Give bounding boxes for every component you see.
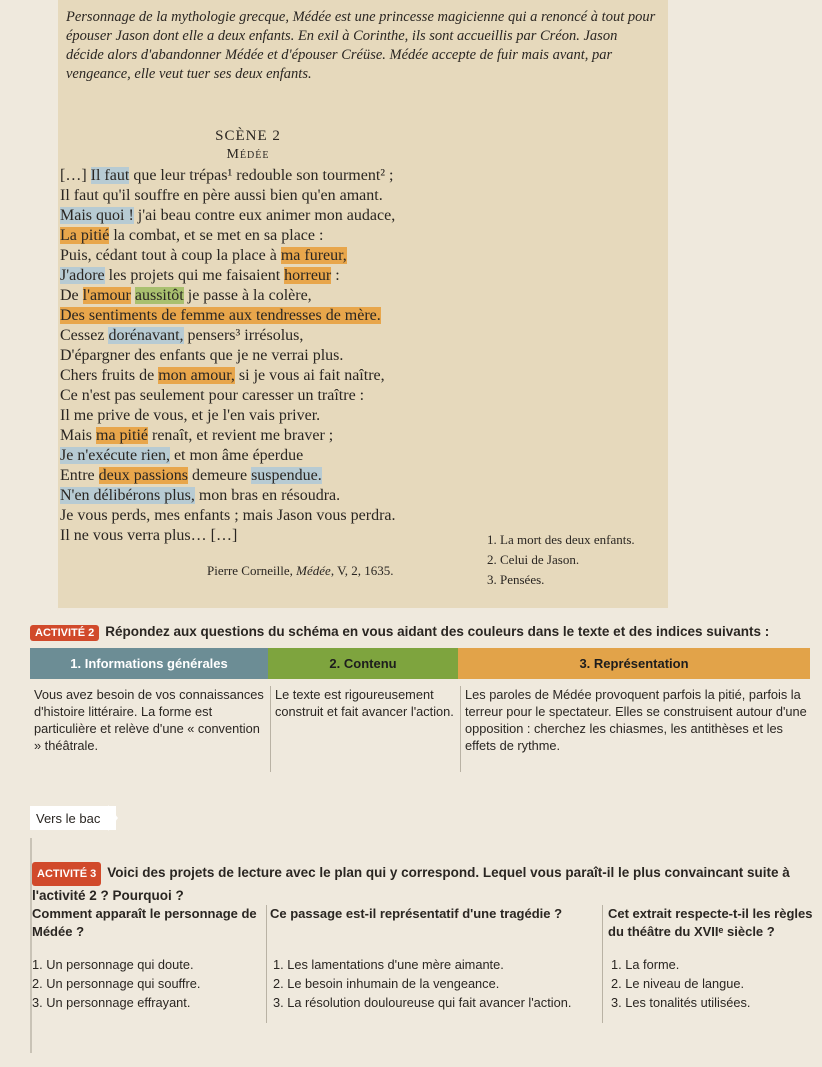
verse-line [60, 326, 480, 346]
highlight-blue: Mais quoi ! [60, 207, 134, 224]
list-item: 2. Le niveau de langue. [611, 976, 745, 991]
verse-text: la combat, et se met en sa place : [109, 227, 324, 244]
activity3-heading [32, 862, 802, 906]
verse-text: Il faut qu'il souffre en père aussi bien qu'en amant. [60, 187, 383, 204]
verse-block [60, 166, 480, 546]
column-body-general: Vous avez besoin de vos connaissances d'histoire littéraire. La forme est particulière et relève d'une « convention » théâtrale. [34, 687, 264, 753]
verse-line [60, 166, 480, 186]
highlight-blue: J'adore [60, 267, 105, 284]
list-item: 1. Un personnage qui doute. [32, 957, 194, 972]
verse-line [60, 226, 480, 246]
verse-text: pensers³ irrésolus, [183, 327, 304, 344]
column-body-content: Le texte est rigoureusement construit et fait avancer l'action. [270, 686, 460, 772]
verse-text: mon bras en résoudra. [194, 487, 341, 504]
verse-line [60, 506, 480, 526]
highlight-blue: N'en délibérons plus, [60, 487, 195, 504]
project-options [266, 955, 602, 1012]
project-options [602, 955, 812, 1012]
highlight-orange: Des sentiments de femme aux tendresses de mère. [60, 307, 381, 324]
highlight-blue: dorénavant, [108, 327, 184, 344]
column-head-content: 2. Contenu [268, 648, 458, 679]
verse-line [60, 446, 480, 466]
verse-text: Entre [60, 467, 99, 484]
verse-line [60, 186, 480, 206]
list-item: 3. La résolution douloureuse qui fait avancer l'action. [273, 995, 572, 1010]
verse-text: : [331, 267, 340, 284]
verse-text: Il ne vous verra plus… […] [60, 527, 238, 544]
verse-text: je passe à la colère, [183, 287, 312, 304]
project-options [32, 955, 264, 1012]
citation-work: Médée [296, 563, 331, 578]
footnote: 1. La mort des deux enfants. [487, 532, 635, 547]
verse-line [60, 386, 480, 406]
verse-text: Je vous perds, mes enfants ; mais Jason vous perdra. [60, 507, 396, 524]
verse-line [60, 406, 480, 426]
citation-author: Pierre Corneille, [207, 563, 297, 578]
highlight-orange: mon amour, [158, 367, 235, 384]
verse-text: demeure [187, 467, 252, 484]
column-head-general: 1. Informations générales [30, 648, 268, 679]
highlight-orange: ma fureur, [280, 247, 347, 264]
highlight-orange: l'amour [82, 287, 131, 304]
highlight-orange: horreur [284, 267, 332, 284]
footnote: 2. Celui de Jason. [487, 552, 580, 567]
highlight-blue: suspendue. [251, 467, 322, 484]
verse-line [60, 266, 480, 286]
scene-title: SCÈNE 2 [215, 128, 281, 144]
highlight-blue: Je n'exécute rien, [60, 447, 170, 464]
list-item: 2. Un personnage qui souffre. [32, 976, 201, 991]
verse-line [60, 366, 480, 386]
citation-ref: , V, 2, 1635. [330, 563, 394, 578]
list-item: 1. Les lamentations d'une mère aimante. [273, 957, 504, 972]
activity3-title: Voici des projets de lecture avec le plan qui y correspond. Lequel vous paraît-il le plus convaincant suite à l'activité 2 ? Pourquoi ? [32, 865, 790, 903]
activity2-heading [30, 624, 810, 641]
verse-text: Puis, cédant tout à coup la place à [60, 247, 281, 264]
verse-text: […] [60, 167, 91, 184]
verse-text: et mon âme éperdue [169, 447, 304, 464]
highlight-blue: Il faut [90, 167, 130, 184]
bac-label: Vers le bac [30, 806, 116, 830]
verse-text: si je vous ai fait naître, [234, 367, 385, 384]
verse-line [60, 306, 480, 326]
activity3-badge: ACTIVITÉ 3 [32, 862, 101, 886]
intro-paragraph: Personnage de la mythologie grecque, Médée est une princesse magicienne qui a renoncé à tout pour épouser Jason dont elle a deux enfants. En exil à Corinthe, ils sont accueillis par Créon. Jason décide alors d'abandonner Médée et d'épouser Créüse. Médée accepte de fuir mais avant, par vengeance, elle veut tuer ses deux enfants. [66, 9, 656, 82]
project-question: Comment apparaît le personnage de Médée ? [32, 906, 257, 939]
verse-line [60, 286, 480, 306]
verse-line [60, 526, 480, 546]
list-item: 3. Un personnage effrayant. [32, 995, 191, 1010]
verse-text: Chers fruits de [60, 367, 159, 384]
chevron-right-icon [108, 805, 118, 831]
verse-text: D'épargner des enfants que je ne verrai plus. [60, 347, 344, 364]
highlight-orange: La pitié [60, 227, 110, 244]
footnotes [487, 530, 667, 590]
verse-line [60, 346, 480, 366]
verse-line [60, 246, 480, 266]
verse-text: j'ai beau contre eux animer mon audace, [133, 207, 396, 224]
verse-text: renaît, et revient me braver ; [147, 427, 334, 444]
verse-text: De [60, 287, 83, 304]
verse-line [60, 426, 480, 446]
verse-text: que leur trépas¹ redouble son tourment² ; [129, 167, 394, 184]
verse-text: Ce n'est pas seulement pour caresser un traître : [60, 387, 365, 404]
list-item: 2. Le besoin inhumain de la vengeance. [273, 976, 500, 991]
activity2-title: Répondez aux questions du schéma en vous aidant des couleurs dans le texte et des indices suivants : [105, 624, 770, 639]
highlight-orange: ma pitié [96, 427, 148, 444]
activity2-badge: ACTIVITÉ 2 [30, 625, 99, 641]
footnote: 3. Pensées. [487, 572, 545, 587]
project-question: Cet extrait respecte-t-il les règles du théâtre du XVIIᵉ siècle ? [608, 906, 813, 939]
verse-text: Cessez [60, 327, 109, 344]
verse-text: Mais [60, 427, 96, 444]
highlight-orange: deux passions [98, 467, 188, 484]
project-question: Ce passage est-il représentatif d'une tragédie ? [270, 906, 563, 921]
verse-text: Il me prive de vous, et je l'en vais priver. [60, 407, 321, 424]
column-head-representation: 3. Représentation [458, 648, 810, 679]
character-name: Médée [226, 147, 270, 162]
list-item: 3. Les tonalités utilisées. [611, 995, 751, 1010]
column-body-representation: Les paroles de Médée provoquent parfois la pitié, parfois la terreur pour le spectateur. Elles se construisent autour d'une opposition : cherchez les chiasmes, les antithèses et les effets de rythme. [460, 686, 812, 772]
highlight-green: aussitôt [134, 287, 184, 304]
verse-line [60, 206, 480, 226]
verse-line [60, 486, 480, 506]
verse-text: les projets qui me faisaient [104, 267, 285, 284]
list-item: 1. La forme. [611, 957, 680, 972]
verse-line [60, 466, 480, 486]
citation [207, 563, 394, 579]
